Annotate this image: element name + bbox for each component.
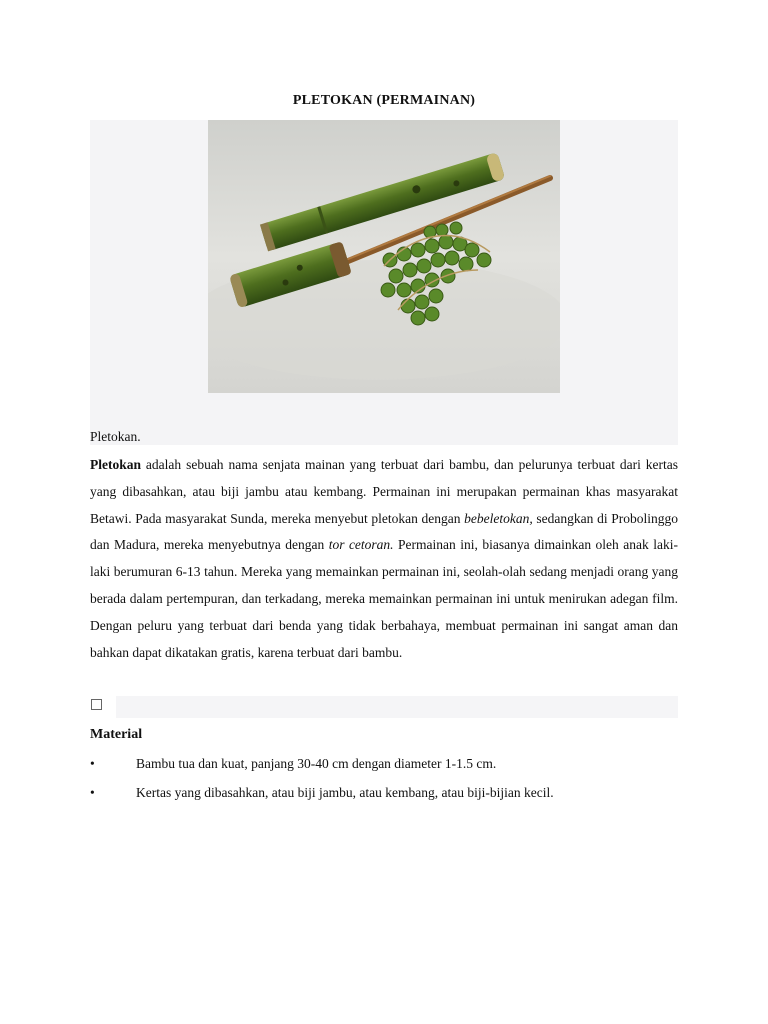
list-item — [90, 753, 678, 782]
paragraph-text-1: adalah sebuah nama senjata mainan yang terbuat dari bambu, dan pelurunya terbuat dari kertas yang dibasahkan, atau biji jambu atau kembang. Permainan ini merupakan permainan khas masyarakat Betawi. Pada masyarakat Sunda, mereka menyebut pletokan dengan — [90, 457, 678, 526]
shaded-empty-row — [116, 696, 678, 718]
term-bebeletokan: bebeletokan, — [464, 510, 533, 526]
body-paragraph — [90, 452, 678, 666]
material-list — [90, 753, 678, 811]
term-pletokan: Pletokan — [90, 457, 142, 472]
material-heading: Material — [90, 727, 143, 742]
bamboo-popgun-photo — [208, 120, 560, 393]
figure-block — [90, 120, 678, 445]
document-title: PLETOKAN (PERMAINAN) — [292, 93, 476, 108]
bullet-icon: • — [90, 756, 95, 771]
term-tor-cetoran: tor cetoran. — [328, 537, 394, 553]
bullet-icon: • — [90, 785, 95, 800]
list-item-text: Kertas yang dibasahkan, atau biji jambu, atau kembang, atau biji-bijian kecil. — [136, 785, 554, 800]
list-item-text: Bambu tua dan kuat, panjang 30-40 cm dengan diameter 1-1.5 cm. — [136, 756, 497, 771]
empty-checkbox-icon — [91, 699, 102, 710]
list-item — [90, 782, 678, 811]
figure-caption: Pletokan. — [90, 429, 141, 444]
paragraph-text-3: Permainan ini, biasanya dimainkan oleh anak laki-laki berumuran 6-13 tahun. Mereka yang memainkan permainan ini, seolah-olah sedang menjadi orang yang berada dalam pertempuran, dan terkadang, mereka memainkan permainan ini untuk menirukan adegan film. Dengan peluru yang terbuat dari benda yang tidak berbahaya, membuat permainan ini sangat aman dan bahkan dapat dikatakan gratis, karena terbuat dari bambu. — [90, 537, 678, 660]
paragraph-text-2: sedangkan di Probolinggo dan Madura, mereka menyebutnya dengan — [90, 510, 678, 553]
